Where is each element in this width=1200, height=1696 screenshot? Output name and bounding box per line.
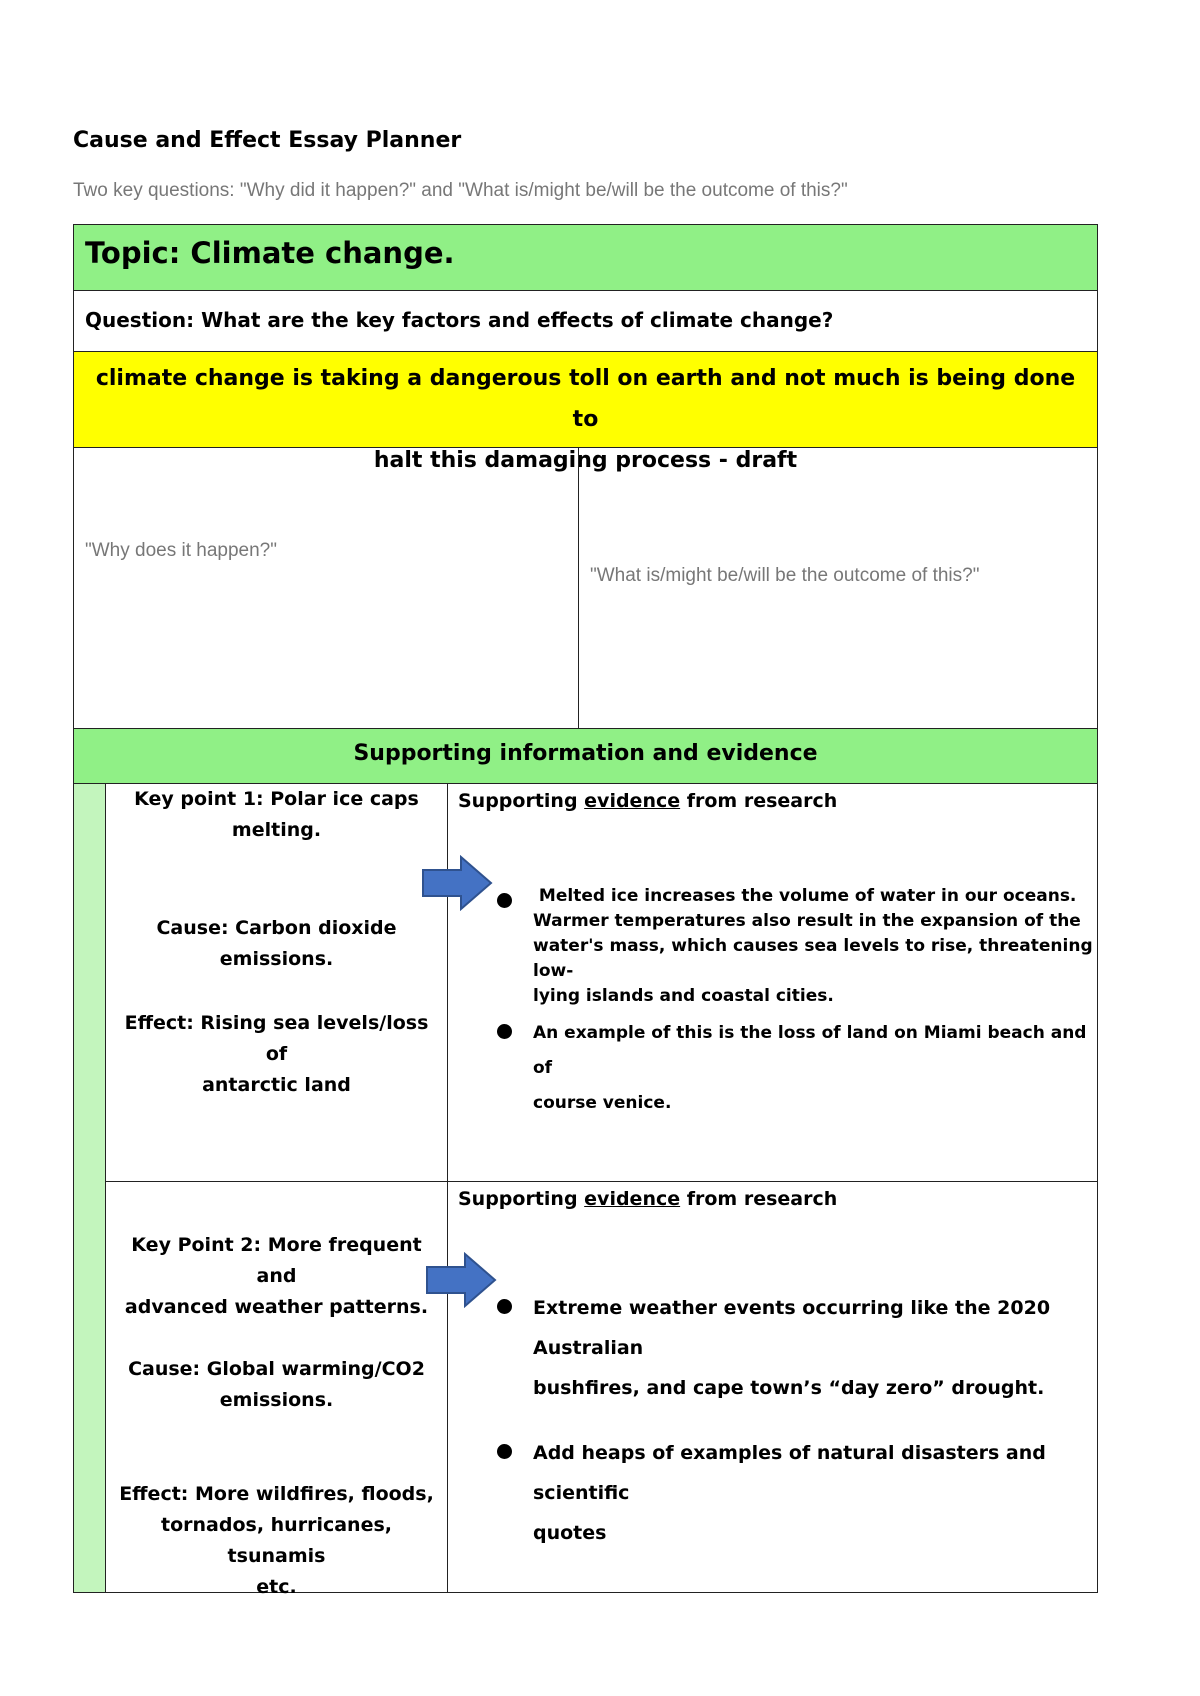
- thesis-row: [73, 351, 1098, 473]
- green-side-strip: [73, 783, 106, 1593]
- key-point-1-effect: [114, 1008, 439, 1101]
- key-point-2-cell: [105, 1181, 448, 1598]
- question-row: [73, 290, 1098, 352]
- bullet-icon: [497, 1299, 512, 1314]
- key-point-1-cause: Cause: Carbon dioxide emissions.: [156, 917, 397, 970]
- evidence-2-bullet-1-line-1: Extreme weather events occurring like the 2020 Australian: [533, 1297, 1051, 1359]
- evidence-1-bullet-2: [533, 1016, 1097, 1121]
- evidence-1-heading: [458, 790, 837, 812]
- key-point-2-effect-line-3: etc.: [256, 1576, 297, 1598]
- question-text: Question: What are the key factors and effects of climate change?: [85, 308, 834, 332]
- evidence-1-heading-underlined: evidence: [584, 790, 681, 812]
- evidence-1-bullet-1-line-2: Warmer temperatures also result in the expansion of the: [533, 911, 1081, 931]
- outcome-cell: [578, 447, 1098, 729]
- key-point-2-effect-line-2: tornados, hurricanes, tsunamis: [161, 1514, 392, 1567]
- evidence-1-heading-prefix: Supporting: [458, 790, 585, 812]
- topic-text: Topic: Climate change.: [85, 236, 455, 270]
- evidence-2-bullet-2: [533, 1433, 1097, 1553]
- evidence-2-heading-underlined: evidence: [584, 1188, 681, 1210]
- key-point-2-title: [114, 1230, 439, 1323]
- thesis-line-2: halt this damaging process - draft: [373, 448, 798, 473]
- key-point-2-cause-line-2: emissions.: [219, 1389, 334, 1411]
- evidence-2-cell: [447, 1181, 1098, 1593]
- document-title: Cause and Effect Essay Planner: [73, 128, 462, 153]
- evidence-1-bullet-1-line-4: lying islands and coastal cities.: [533, 986, 834, 1006]
- evidence-1-bullet-2-line-2: course venice.: [533, 1093, 672, 1113]
- support-heading-row: [73, 728, 1098, 784]
- support-heading: Supporting information and evidence: [353, 741, 818, 766]
- evidence-1-bullet-1: [533, 884, 1097, 1009]
- evidence-2-heading-suffix: from research: [680, 1188, 838, 1210]
- key-point-2-cause-line-1: Cause: Global warming/CO2: [128, 1358, 425, 1380]
- bullet-icon: [497, 893, 512, 908]
- evidence-1-bullet-2-line-1: An example of this is the loss of land on Miami beach and of: [533, 1023, 1087, 1078]
- key-point-1-cell: [105, 783, 448, 1182]
- evidence-2-bullet-1: [533, 1288, 1097, 1408]
- evidence-1-bullet-1-line-3: water's mass, which causes sea levels to rise, threatening low-: [533, 936, 1093, 981]
- key-point-1-title: [114, 784, 439, 846]
- key-point-1-title-line-2: melting.: [231, 819, 322, 841]
- why-prompt: "Why does it happen?": [85, 540, 277, 561]
- evidence-2-heading: [458, 1188, 837, 1210]
- evidence-1-cell: [447, 783, 1098, 1182]
- bullet-icon: [497, 1024, 512, 1039]
- evidence-1-bullet-1-line-1: Melted ice increases the volume of water in our oceans.: [533, 886, 1077, 906]
- why-cell: [73, 447, 579, 729]
- key-point-2-title-line-1: Key Point 2: More frequent and: [131, 1234, 422, 1287]
- evidence-2-bullet-2-line-2: quotes: [533, 1522, 607, 1544]
- evidence-1-heading-suffix: from research: [680, 790, 838, 812]
- evidence-2-heading-prefix: Supporting: [458, 1188, 585, 1210]
- key-point-1-effect-line-1: Effect: Rising sea levels/loss of: [124, 1012, 429, 1065]
- thesis-line-1: climate change is taking a dangerous toll on earth and not much is being done to: [95, 366, 1076, 432]
- evidence-2-bullet-1-line-2: bushfires, and cape town’s “day zero” drought.: [533, 1377, 1045, 1399]
- document-subtitle: Two key questions: "Why did it happen?" and "What is/might be/will be the outcome of this?": [73, 180, 848, 201]
- key-point-1-effect-line-2: antarctic land: [202, 1074, 351, 1096]
- key-point-2-effect-line-1: Effect: More wildfires, floods,: [119, 1483, 434, 1505]
- key-point-1-title-line-1: Key point 1: Polar ice caps: [134, 788, 419, 810]
- evidence-2-bullet-2-line-1: Add heaps of examples of natural disasters and scientific: [533, 1442, 1046, 1504]
- key-point-2-cause: [114, 1354, 439, 1416]
- right-arrow-icon: [425, 1252, 497, 1308]
- key-point-2-title-line-2: advanced weather patterns.: [124, 1296, 429, 1318]
- right-arrow-icon: [421, 855, 493, 911]
- outcome-prompt: "What is/might be/will be the outcome of this?": [590, 565, 980, 586]
- bullet-icon: [497, 1444, 512, 1459]
- key-point-2-effect: [114, 1479, 439, 1603]
- topic-row: [73, 224, 1098, 291]
